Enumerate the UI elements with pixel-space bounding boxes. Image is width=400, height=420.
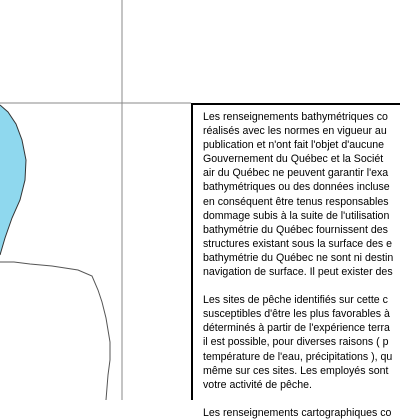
text-line: bathymétrie du Québec fournissent des [203,223,388,236]
river-shoreline [0,262,110,400]
disclaimer-paragraph-cartography [203,406,400,420]
disclaimer-paragraph-fishing-sites [203,293,400,392]
text-line: structures existant sous la surface des e [203,237,393,250]
text-line: bathymétrie du Québec ne sont ni destin [203,251,394,264]
text-line: Les renseignements cartographiques co [203,406,392,419]
disclaimer-panel [191,103,400,419]
text-line: Les sites de pêche identifiés sur cette c [203,294,388,307]
text-line: il est possible, pour diverses raisons ( p [203,336,389,349]
text-line: dommage subis à la suite de l'utilisation [203,209,390,222]
text-line: votre activité de pêche. [203,378,312,391]
text-line: température de l'eau, précipitations ), qu [203,350,393,363]
text-line: bathymétriques ou des données incluse [203,181,390,194]
text-line: susceptibles d'être les plus favorables à [203,308,390,321]
text-line: en conséquent être tenus responsables [203,195,389,208]
text-line: déterminés à partir de l'expérience terra [203,322,390,335]
text-line: Les renseignements bathymétriques co [203,111,388,123]
text-line: air du Québec ne peuvent garantir l'exa [203,167,389,180]
text-line: même sur ces sites. Les employés sont [203,364,389,377]
disclaimer-paragraph-bathymetry [203,110,400,279]
text-line: publication et n'ont fait l'objet d'aucune [203,139,384,152]
text-line: navigation de surface. Il peut exister des [203,266,393,279]
text-line: réalisés avec les normes en vigueur au [203,125,387,138]
lake-water [0,105,26,255]
text-line: Gouvernement du Québec et la Sociét [203,153,384,166]
